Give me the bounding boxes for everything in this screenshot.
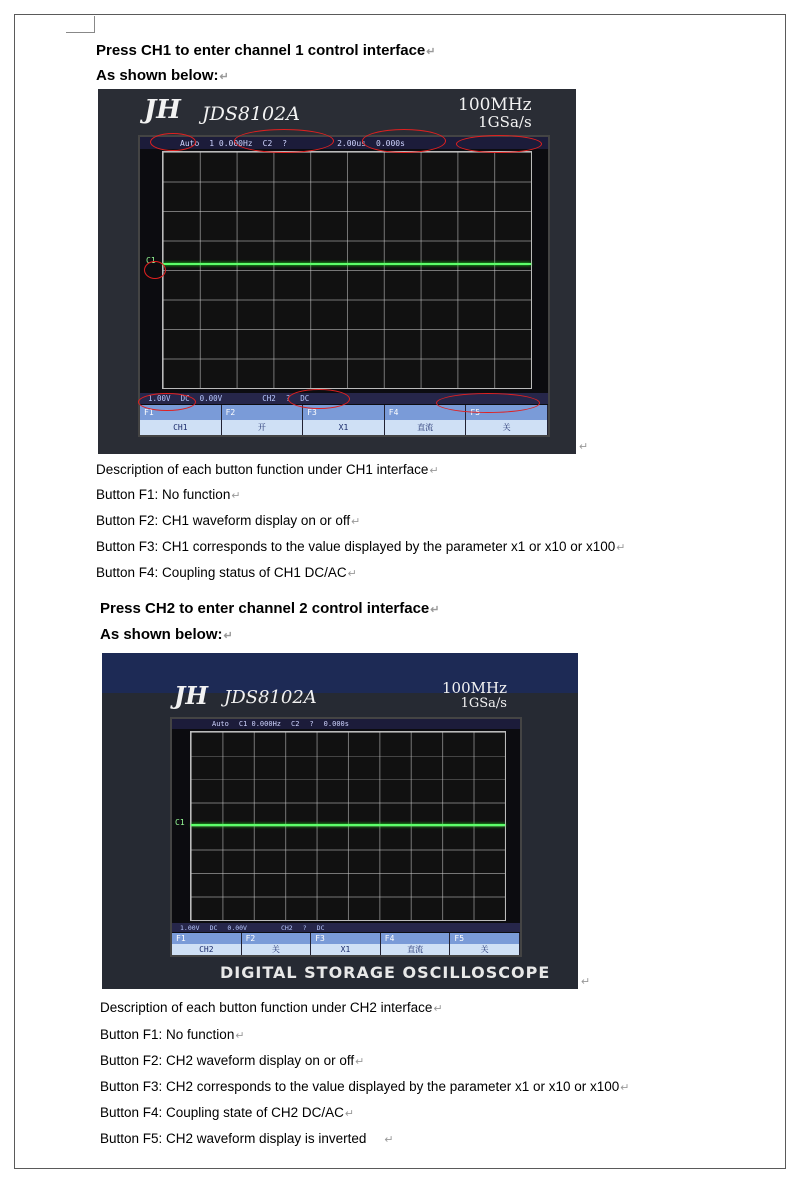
- ch1-button-desc: Button F3: CH1 corresponds to the value displayed by the parameter x1 or x10 or x100↵: [96, 539, 626, 554]
- ch2-button-desc: Button F4: Coupling state of CH2 DC/AC↵: [100, 1105, 355, 1120]
- ch1-button-desc: Button F1: No function↵: [96, 487, 241, 502]
- ch1-heading: Press CH1 to enter channel 1 control interface↵: [96, 42, 436, 59]
- oscilloscope-photo-ch2: [102, 653, 578, 989]
- waveform-grid: [162, 151, 532, 389]
- status-bar: Auto C1 0.000Hz C2 ? 0.000s: [172, 719, 520, 729]
- scope-screen: [138, 135, 550, 437]
- oscilloscope-photo-ch1: [98, 89, 576, 454]
- f2-softkey[interactable]: F2 开: [222, 405, 304, 435]
- ch1-position-marker: C1: [146, 256, 156, 265]
- annotation-ring-frequency: [234, 129, 334, 153]
- paragraph-mark: ↵: [579, 441, 589, 453]
- ch1-trace: [163, 263, 531, 265]
- channel-info-bar: 1.00V DC 0.00V CH2 ? DC: [140, 393, 548, 404]
- channel-info-bar: 1.00V DC 0.00V CH2 ? DC: [172, 923, 520, 932]
- status-bar: Auto 1 0.000Hz C2 ? 2.00us 0.000s: [140, 137, 548, 149]
- brand-logo: JH: [174, 681, 209, 710]
- annotation-ring-dynamic: [456, 135, 542, 153]
- page-corner-mark: [66, 16, 95, 33]
- f4-softkey[interactable]: F4 直流: [385, 405, 467, 435]
- ch2-heading: Press CH2 to enter channel 2 control interface↵: [100, 600, 440, 617]
- annotation-ring-ch1-position: [144, 261, 166, 279]
- ch1-subheading: As shown below:↵: [96, 67, 229, 84]
- model-label: JDS8102A: [224, 687, 317, 708]
- f3-softkey[interactable]: F3 X1: [303, 405, 385, 435]
- ch1-position-marker: C1: [175, 818, 185, 827]
- ch1-trace: [191, 824, 505, 826]
- f2-softkey[interactable]: F2 关: [242, 933, 312, 955]
- device-footer-label: DIGITAL STORAGE OSCILLOSCOPE: [220, 963, 551, 982]
- f1-softkey[interactable]: F1 CH2: [172, 933, 242, 955]
- paragraph-mark: ↵: [581, 976, 591, 988]
- f1-softkey[interactable]: F1 CH1: [140, 405, 222, 435]
- ch2-button-desc: Button F2: CH2 waveform display on or off↵: [100, 1053, 365, 1068]
- spec-label: 100MHz 1GSa/s: [442, 679, 507, 711]
- f3-softkey[interactable]: F3 X1: [311, 933, 381, 955]
- f5-softkey[interactable]: F5 关: [450, 933, 520, 955]
- annotation-ring-timebase: [362, 129, 446, 153]
- ch2-description-title: Description of each button function under CH2 interface↵: [100, 1000, 443, 1015]
- ch2-subheading: As shown below:↵: [100, 626, 233, 643]
- ch2-button-desc: Button F1: No function↵: [100, 1027, 245, 1042]
- model-label: JDS8102A: [202, 103, 300, 125]
- annotation-ring-trigger: [436, 393, 540, 413]
- function-key-bar: [172, 933, 520, 955]
- f5-softkey[interactable]: F5 关: [466, 405, 548, 435]
- spec-label: 100MHz 1GSa/s: [458, 95, 532, 131]
- ch1-button-desc: Button F4: Coupling status of CH1 DC/AC↵: [96, 565, 357, 580]
- annotation-ring-battery: [150, 133, 196, 151]
- brand-logo: JH: [144, 95, 181, 125]
- annotation-ring-ch1-scale: [138, 393, 196, 411]
- waveform-grid: [190, 731, 506, 921]
- f4-softkey[interactable]: F4 直流: [381, 933, 451, 955]
- ch1-button-desc: Button F2: CH1 waveform display on or off↵: [96, 513, 361, 528]
- ch2-button-desc: Button F5: CH2 waveform display is inverted ↵: [100, 1131, 394, 1146]
- annotation-ring-ch2: [288, 389, 350, 409]
- scope-screen: [170, 717, 522, 957]
- ch2-button-desc: Button F3: CH2 corresponds to the value displayed by the parameter x1 or x10 or x100↵: [100, 1079, 630, 1094]
- ch1-description-title: Description of each button function under CH1 interface↵: [96, 462, 439, 477]
